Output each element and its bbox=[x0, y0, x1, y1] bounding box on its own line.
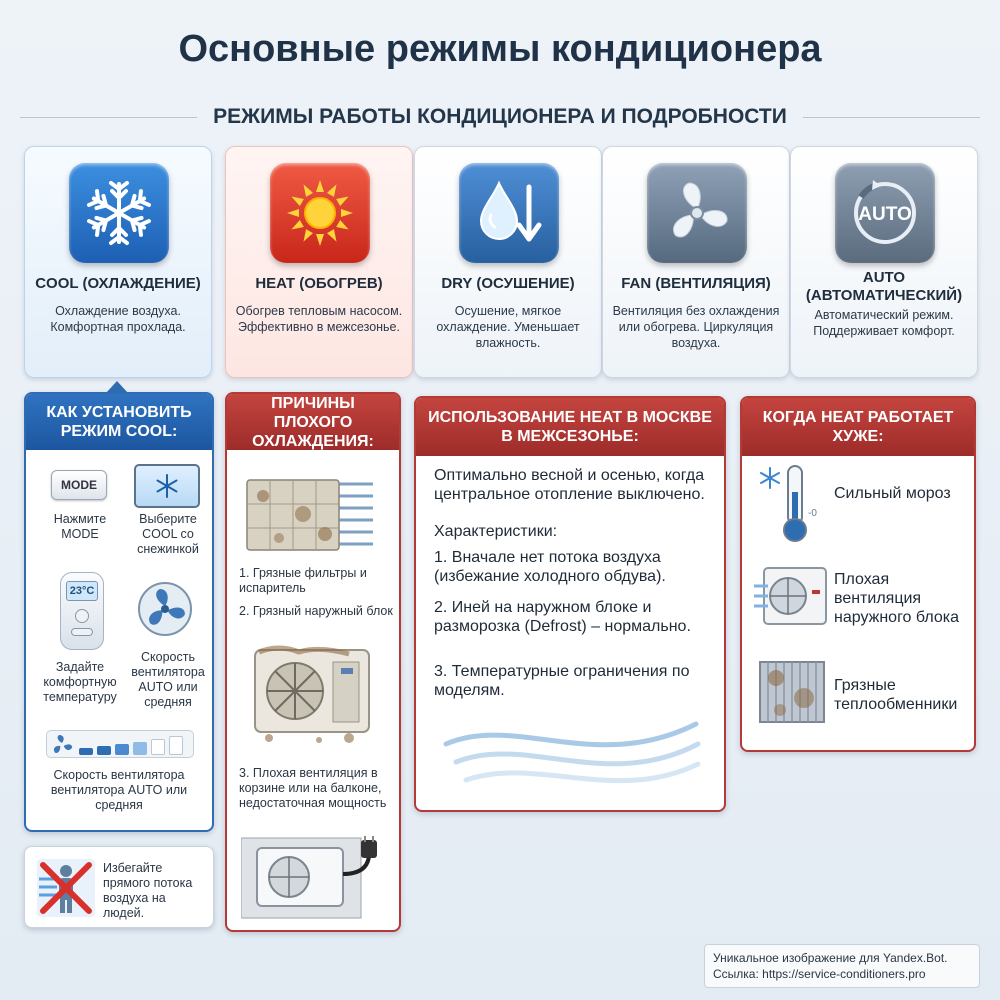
poor-cooling-panel bbox=[225, 392, 401, 932]
fan-icon bbox=[647, 163, 747, 263]
mode-description: Осушение, мягкое охлаждение. Уменьшает влажность. bbox=[436, 304, 580, 350]
mode-description: Охлаждение воздуха. Комфортная прохлада. bbox=[50, 304, 186, 334]
thermometer-cold-icon bbox=[756, 464, 826, 544]
heat-moscow-title: ИСПОЛЬЗОВАНИЕ HEAT В МОСКВЕ В МЕЖСЕЗОНЬЕ: bbox=[416, 398, 724, 456]
heat-moscow-panel bbox=[414, 396, 726, 812]
airflow-waves-icon bbox=[436, 704, 706, 794]
no-airflow-icon bbox=[37, 859, 95, 917]
source-note-line-1: Уникальное изображение для Yandex.Bot. bbox=[713, 951, 948, 965]
step-select-cool: Выберите COOL со снежинкой bbox=[137, 512, 199, 556]
mode-card-dry[interactable] bbox=[414, 146, 602, 378]
heat-moscow-item-1: 1. Вначале нет потока воздуха (избежание холодного обдува). bbox=[434, 549, 666, 585]
source-note-line-2: Ссылка: https://service-conditioners.pro bbox=[713, 967, 926, 981]
poor-cooling-title: ПРИЧИНЫ ПЛОХОГО ОХЛАЖДЕНИЯ: bbox=[227, 394, 399, 450]
step-fan-speed-note: Скорость вентилятора вентилятора AUTO или средняя bbox=[50, 768, 188, 812]
fan-speed-bar-icon bbox=[46, 730, 194, 758]
water-drop-icon bbox=[459, 163, 559, 263]
mode-name: HEAT (ОБОГРЕВ) bbox=[255, 275, 383, 292]
mode-card-auto[interactable] bbox=[790, 146, 978, 378]
outdoor-unit-cage-icon bbox=[241, 834, 391, 920]
avoid-airflow-note bbox=[24, 846, 214, 928]
cause-dirty-filters: 1. Грязные фильтры и испаритель bbox=[239, 566, 367, 595]
factor-dirty-exchangers: Грязные теплообменники bbox=[834, 677, 958, 713]
cool-setup-title: КАК УСТАНОВИТЬ РЕЖИМ COOL: bbox=[26, 394, 212, 450]
dirty-heat-exchanger-icon bbox=[754, 656, 830, 728]
mode-description: Вентиляция без охлаждения или обогрева. Циркуляция воздуха. bbox=[612, 304, 780, 350]
factor-frost: Сильный мороз bbox=[834, 485, 951, 502]
snowflake-icon bbox=[69, 163, 169, 263]
snowflake-display-icon bbox=[134, 464, 200, 508]
sun-icon bbox=[270, 163, 370, 263]
heat-worse-panel bbox=[740, 396, 976, 752]
auto-icon-label: AUTO bbox=[858, 204, 912, 225]
avoid-airflow-text: Избегайте прямого потока воздуха на людей. bbox=[103, 861, 193, 920]
remote-control-icon bbox=[60, 572, 104, 650]
dirty-outdoor-unit-icon bbox=[249, 642, 375, 746]
cool-setup-panel bbox=[24, 392, 214, 832]
mode-name: COOL (ОХЛАЖДЕНИЕ) bbox=[35, 275, 201, 292]
mode-name: DRY (ОСУШЕНИЕ) bbox=[441, 275, 575, 292]
fan-speed-icon bbox=[138, 582, 192, 636]
heat-moscow-item-2: 2. Иней на наружном блоке и разморозка (Defrost) – нормально. bbox=[434, 599, 691, 635]
mode-button[interactable]: MODE bbox=[51, 470, 107, 500]
mode-description: Автоматический режим. Поддерживает комфорт. bbox=[813, 308, 955, 338]
step-set-temperature: Задайте комфортную температуру bbox=[43, 660, 117, 704]
heat-worse-title: КОГДА HEAT РАБОТАЕТ ХУЖЕ: bbox=[742, 398, 974, 456]
mode-card-heat[interactable] bbox=[225, 146, 413, 378]
svg-text:-0: -0 bbox=[808, 508, 817, 519]
cause-poor-ventilation: 3. Плохая вентиляция в корзине или на балконе, недостаточная мощность bbox=[239, 766, 387, 810]
cause-dirty-outdoor-unit: 2. Грязный наружный блок bbox=[239, 604, 393, 618]
subtitle-row bbox=[20, 100, 980, 134]
heat-moscow-intro: Оптимально весной и осенью, когда центральное отопление выключено. bbox=[434, 467, 705, 503]
mode-card-cool[interactable] bbox=[24, 146, 212, 378]
step-press-mode: Нажмите MODE bbox=[53, 512, 107, 541]
mode-description: Обогрев тепловым насосом. Эффективно в межсезонье. bbox=[235, 304, 403, 334]
outdoor-unit-icon bbox=[754, 562, 830, 634]
heat-moscow-item-3: 3. Температурные ограничения по моделям. bbox=[434, 663, 690, 699]
remote-display: 23°C bbox=[66, 581, 98, 601]
mode-name: AUTO (АВТОМАТИЧЕСКИЙ) bbox=[805, 269, 963, 304]
dirty-filter-icon bbox=[243, 474, 373, 554]
source-note bbox=[704, 944, 980, 988]
page-title: Основные режимы кондиционера bbox=[178, 28, 822, 70]
factor-poor-ventilation: Плохая вентиляция наружного блока bbox=[834, 571, 960, 626]
step-fan-speed: Скорость вентилятора AUTO или средняя bbox=[131, 650, 205, 709]
mode-name: FAN (ВЕНТИЛЯЦИЯ) bbox=[621, 275, 771, 292]
heat-moscow-features-label: Характеристики: bbox=[434, 523, 558, 540]
page-subtitle: РЕЖИМЫ РАБОТЫ КОНДИЦИОНЕРА И ПОДРОБНОСТИ bbox=[213, 105, 787, 128]
mode-card-fan[interactable] bbox=[602, 146, 790, 378]
auto-icon bbox=[835, 163, 935, 263]
